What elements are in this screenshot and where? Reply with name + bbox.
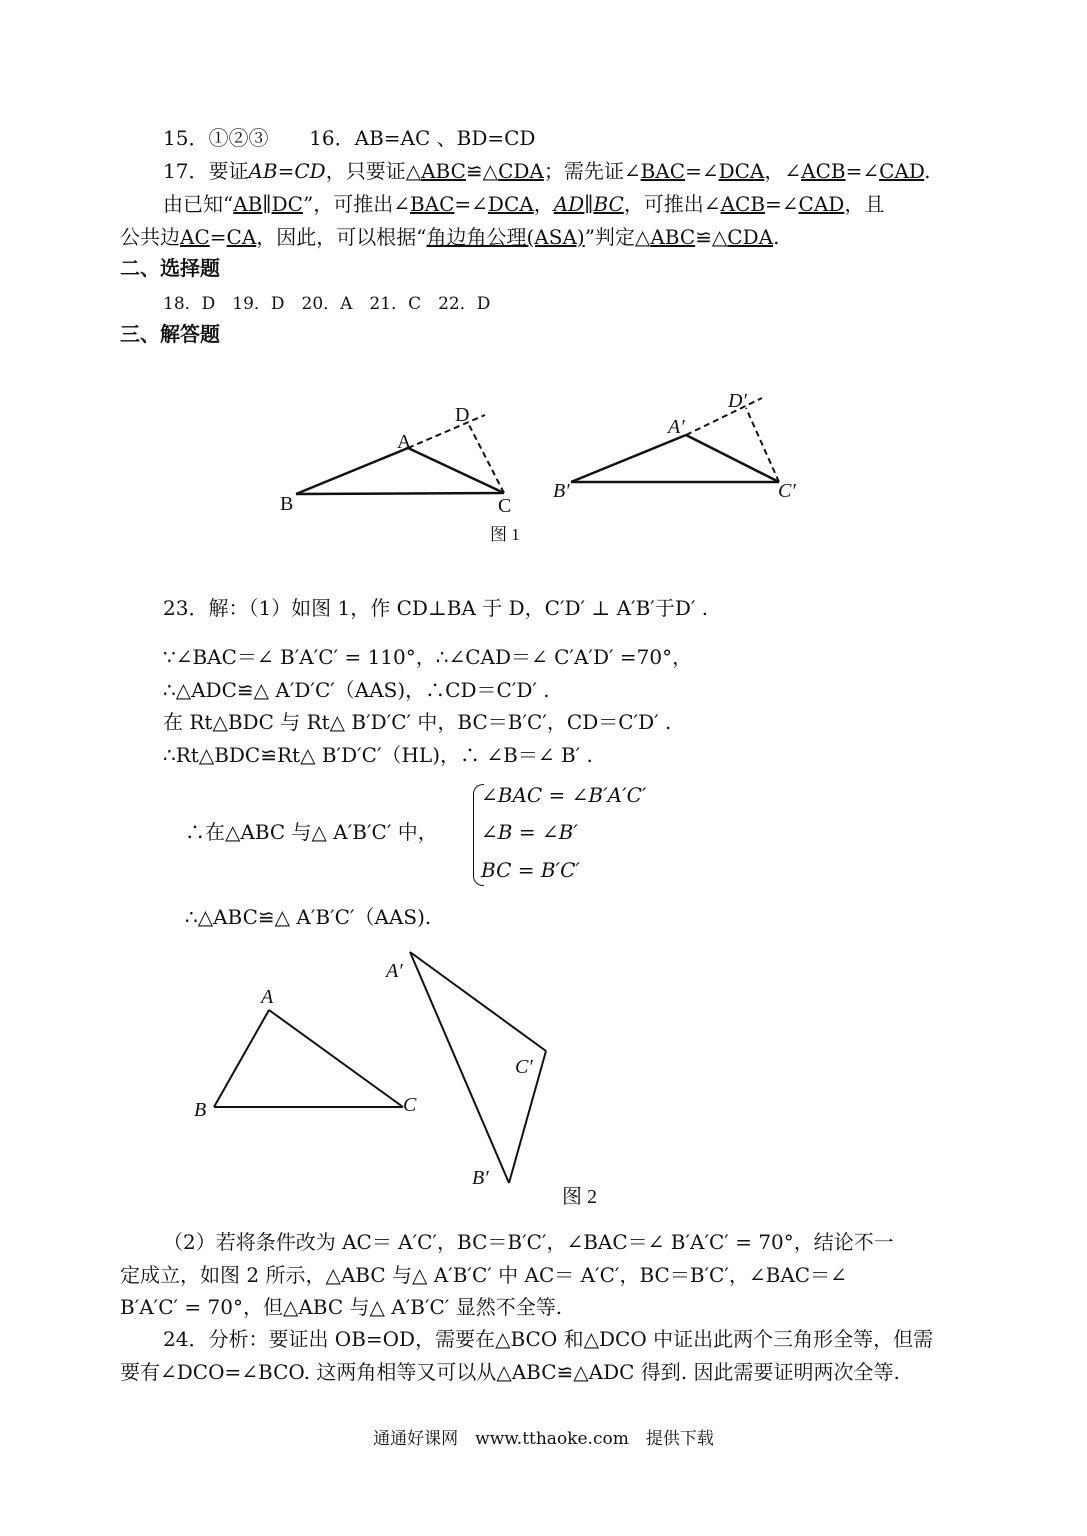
- blank-bc: BC: [593, 192, 624, 216]
- blank-bac: BAC: [640, 159, 686, 183]
- segment-a2b2: [410, 952, 509, 1183]
- text: 由已知“: [163, 192, 234, 216]
- label-a-prime: A′: [386, 960, 403, 982]
- choice-answers: 18．D 19．D 20．A 21．C 22．D: [163, 294, 491, 314]
- text: ，因此，可以根据“: [256, 225, 427, 249]
- blank-abc: ABC: [421, 159, 466, 183]
- text: ≌△: [695, 225, 728, 249]
- text: CD: [294, 159, 326, 183]
- part2-line1: （2）若将条件改为 AC＝ A′C′，BC＝B′C′，∠BAC＝∠ B′A′C′ = 70°，结论不一: [163, 1230, 894, 1254]
- label-b: B: [194, 1099, 207, 1121]
- label-b-prime: B′: [553, 480, 570, 502]
- text: AB: [248, 159, 278, 183]
- text: =∠: [685, 159, 719, 183]
- answer-15: 15．①②③: [163, 126, 269, 150]
- text: =∠: [765, 192, 799, 216]
- label-a: A: [397, 431, 412, 453]
- part2-line3: B′A′C′ = 70°，但△ABC 与△ A′B′C′ 显然不全等.: [120, 1295, 563, 1319]
- blank-dca: DCA: [487, 192, 534, 216]
- q23-line1: 23．解：（1）如图 1，作 CD⊥BA 于 D，C′D′ ⊥ A′B′于D′ .: [163, 596, 709, 620]
- section-2-title: 二、选择题: [120, 256, 220, 280]
- text: ，只要证△: [325, 159, 422, 183]
- label-c-prime: C′: [778, 480, 796, 502]
- label-a-prime: A′: [668, 416, 685, 438]
- text: .: [924, 159, 931, 183]
- blank-dca: DCA: [718, 159, 765, 183]
- parallel: ∥: [584, 192, 594, 216]
- blank-ab: AB: [233, 192, 263, 216]
- figure-2-caption: 图 2: [562, 1186, 597, 1208]
- text: .: [773, 225, 780, 249]
- system-eq2: ∠B = ∠B′: [481, 820, 578, 844]
- text: =∠: [454, 192, 488, 216]
- q23-line7: ∴△ABC≌△ A′B′C′（AAS).: [185, 905, 432, 929]
- q23-line3: ∴△ADC≌△ A′D′C′（AAS)，∴CD＝C′D′ .: [163, 678, 550, 702]
- blank-cad: CAD: [798, 192, 845, 216]
- q24-line1: 24．分析：要证出 OB=OD，需要在△BCO 和△DCO 中证出此两个三角形全等，但需: [163, 1327, 934, 1351]
- text: =: [277, 159, 295, 183]
- part2-line2: 定成立，如图 2 所示，△ABC 与△ A′B′C′ 中 AC＝ A′C′，BC＝B′C′，∠BAC＝∠: [120, 1263, 847, 1287]
- footer: 通通好课网 www.tthaoke.com 提供下载: [373, 1429, 714, 1449]
- system-eq3: BC = B′C′: [481, 858, 580, 882]
- blank-ac: AC: [180, 225, 210, 249]
- label-b: B: [280, 493, 294, 515]
- text: ，: [533, 192, 554, 216]
- blank-ca: CA: [226, 225, 257, 249]
- label-b-prime: B′: [472, 1167, 489, 1189]
- blank-dc: DC: [271, 192, 303, 216]
- figure-1-caption: 图 1: [490, 525, 520, 544]
- text: ，且: [844, 192, 885, 216]
- text: ”判定△: [584, 225, 651, 249]
- text: 17．要证: [163, 159, 249, 183]
- label-c: C: [403, 1094, 417, 1116]
- section-3-title: 三、解答题: [120, 322, 220, 346]
- text: ；需先证∠: [543, 159, 641, 183]
- label-c: C: [498, 495, 512, 517]
- blank-acb: ACB: [801, 159, 846, 183]
- parallel: ∥: [262, 192, 272, 216]
- text: ，可推出∠: [623, 192, 721, 216]
- label-d: D: [455, 404, 470, 426]
- text: 公共边: [120, 225, 180, 249]
- label-a: A: [261, 986, 274, 1008]
- blank-cda: CDA: [727, 225, 774, 249]
- text: =∠: [845, 159, 880, 183]
- system-eq1: ∠BAC = ∠B′A′C′: [481, 783, 647, 807]
- label-c-prime: C′: [515, 1056, 533, 1078]
- segment-ab: [214, 1010, 269, 1107]
- blank-cda: CDA: [498, 159, 544, 183]
- answer-16: 16．AB=AC 、BD=CD: [309, 126, 536, 150]
- text: ，∠: [764, 159, 802, 183]
- q23-line4: 在 Rt△BDC 与 Rt△ B′D′C′ 中，BC＝B′C′，CD＝C′D′ .: [163, 710, 672, 734]
- text: ”，可推出∠: [302, 192, 410, 216]
- blank-bac: BAC: [409, 192, 455, 216]
- text: ≌△: [465, 159, 499, 183]
- blank-acb: ACB: [720, 192, 766, 216]
- triangle-abc-fig2: [214, 1010, 403, 1107]
- text: =: [209, 225, 227, 249]
- segment-ac: [269, 1010, 403, 1107]
- blank-ad: AD: [553, 192, 585, 216]
- q23-line5: ∴Rt△BDC≌Rt△ B′D′C′（HL)，∴ ∠B＝∠ B′ .: [163, 743, 593, 767]
- q23-line2: ∵∠BAC＝∠ B′A′C′ = 110°，∴∠CAD＝∠ C′A′D′ =70°，: [163, 645, 693, 669]
- label-d-prime: D′: [728, 390, 747, 412]
- blank-asa: 角边角公理(ASA): [426, 225, 585, 249]
- blank-abc: ABC: [650, 225, 696, 249]
- blank-cad: CAD: [879, 159, 925, 183]
- q23-line6: ∴在△ABC 与△ A′B′C′ 中，: [185, 820, 438, 844]
- q24-line2: 要有∠DCO=∠BCO. 这两角相等又可以从△ABC≌△ADC 得到. 因此需要证明两次全等.: [120, 1360, 900, 1384]
